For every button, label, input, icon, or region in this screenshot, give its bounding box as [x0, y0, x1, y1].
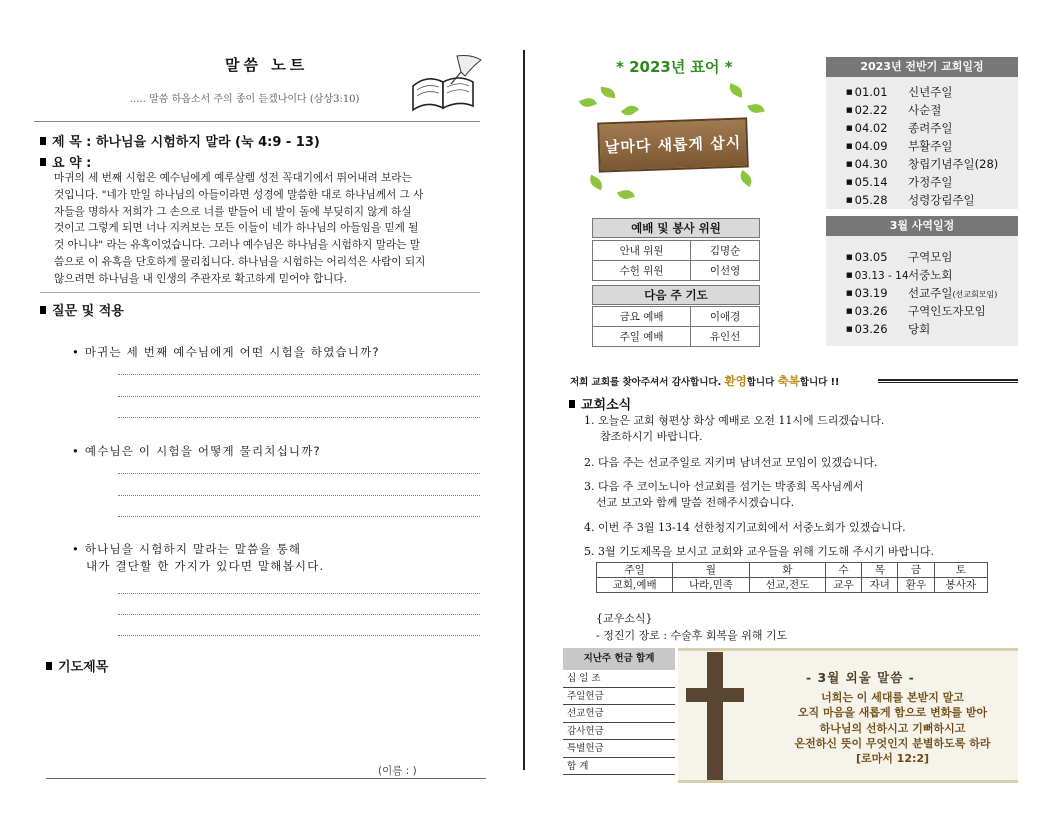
- answer-line[interactable]: [118, 473, 480, 474]
- summary-divider: [40, 292, 480, 293]
- motto-sign: [578, 78, 778, 208]
- welcome-mid: 합니다: [746, 377, 775, 388]
- church-schedule-box: [826, 57, 1018, 209]
- leaf-icon: [737, 170, 755, 187]
- offering-row: 합 계: [563, 758, 675, 776]
- schedule-date: ■ 04.02: [846, 119, 908, 137]
- role-cell: 주일 예배: [593, 327, 691, 347]
- summary-line: 자들을 명하사 저희가 그 손으로 너를 받들어 네 발이 돌에 부딪히지 않게 하실: [54, 205, 412, 218]
- worship-committee-heading: 예배 및 봉사 위원: [592, 218, 760, 238]
- leaf-icon: [599, 87, 616, 99]
- topic-cell: 선교,전도: [749, 578, 825, 593]
- day-cell: 주일: [597, 563, 673, 578]
- march-ministry-box: [826, 216, 1018, 346]
- answer-line[interactable]: [118, 635, 480, 636]
- prayer-label: 기도제목: [58, 660, 109, 675]
- list-item: 2. 다음 주는 선교주일로 지키며 남녀선교 모임이 있겠습니다.: [584, 456, 878, 469]
- day-cell: 월: [673, 563, 749, 578]
- next-prayer-table: [592, 306, 760, 347]
- list-item: [846, 284, 1018, 302]
- schedule-date: ■ 03.13 - 14: [846, 266, 908, 285]
- offering-row: 선교헌금: [563, 705, 675, 723]
- list-item: [846, 137, 1018, 155]
- leaf-icon: [579, 96, 597, 110]
- answer-line[interactable]: [118, 417, 480, 418]
- list-item: 1. 오늘은 교회 형편상 화상 예배로 오전 11시에 드리겠습니다.: [584, 414, 885, 427]
- summary-line: 것입니다. "네가 만일 하나님의 아들이라면 성경에 말씀한 대로 하나님께서 그 사: [54, 188, 424, 201]
- page-divider: [523, 50, 525, 770]
- schedule-event: 선교주일: [908, 286, 953, 300]
- list-item: 참조하시기 바랍니다.: [600, 430, 703, 443]
- day-cell: 토: [934, 563, 987, 578]
- schedule-date: ■ 03.19: [846, 284, 908, 302]
- list-item: 4. 이번 주 3월 13-14 선한청지기교회에서 서중노회가 있겠습니다.: [584, 521, 906, 534]
- answer-line[interactable]: [118, 495, 480, 496]
- verse-line: 너희는 이 세대를 본받지 말고: [821, 691, 964, 704]
- memory-verse-body: [760, 690, 1025, 766]
- member-news-text: - 정진기 장로 : 수술후 회복을 위해 기도: [596, 629, 788, 642]
- worship-committee-table: [592, 240, 760, 281]
- schedule-date: ■ 03.26: [846, 320, 908, 338]
- march-ministry-title: 3월 사역일정: [826, 216, 1018, 236]
- list-item: [846, 302, 1018, 320]
- list-item: [846, 155, 1018, 173]
- motto-text: 날마다 새롭게 삽시다: [597, 117, 749, 172]
- verse-line: 하나님의 선하시고 기뻐하시고: [819, 721, 966, 735]
- page-title: 말씀 노트: [225, 56, 309, 74]
- question-1: • 마귀는 세 번째 예수님에게 어떤 시험을 하였습니까?: [72, 345, 380, 359]
- welcome-post: 합니다 !!: [799, 377, 840, 388]
- verse-reference: [로마서 12:2]: [855, 752, 930, 766]
- name-cell: 유인선: [691, 327, 760, 347]
- list-item: 3. 다음 주 코이노니아 선교회를 섬기는 박종희 목사님께서: [584, 480, 864, 493]
- answer-line[interactable]: [118, 516, 480, 517]
- summary-line: 않으려면 하나님을 내 인생의 주관자로 확고하게 믿어야 합니다.: [54, 272, 348, 285]
- leaf-icon: [587, 175, 605, 191]
- answer-line[interactable]: [118, 374, 480, 375]
- schedule-event: 가정주일: [908, 175, 953, 189]
- schedule-date: ■ 04.30: [846, 155, 908, 173]
- summary-line: 씀으로 이 유혹을 단호하게 물리칩니다. 하나님을 시험하는 어리석은 사람이 되지: [54, 255, 426, 268]
- cross-icon: [707, 652, 723, 780]
- summary-line: 것이고 그렇게 되면 너나 지켜보는 모든 이들이 네가 하나님의 아들임을 믿게 될: [54, 222, 419, 235]
- role-cell: 금요 예배: [593, 307, 691, 327]
- schedule-date: ■ 02.22: [846, 101, 908, 119]
- name-cell: 김명순: [691, 241, 760, 261]
- list-item: [846, 266, 1018, 284]
- church-schedule-list: [826, 77, 1018, 209]
- offering-row: 감사헌금: [563, 723, 675, 741]
- answer-line[interactable]: [118, 593, 480, 594]
- offering-row: 주일헌금: [563, 688, 675, 706]
- day-cell: 화: [749, 563, 825, 578]
- list-item: [846, 101, 1018, 119]
- sermon-topic-text: 제 목 : 하나님을 시험하지 말라 (눅 4:9 - 13): [52, 135, 320, 150]
- question-3-line1: • 하나님을 시험하지 말라는 말씀을 통해: [72, 542, 302, 556]
- sermon-topic: [40, 131, 320, 150]
- schedule-event: 구역모임: [908, 250, 953, 264]
- table-row: [593, 261, 760, 281]
- schedule-event: 성령강림주일: [908, 193, 975, 207]
- question-2: • 예수님은 이 시험을 어떻게 물리치십니까?: [72, 444, 321, 458]
- march-ministry-list: [826, 236, 1018, 338]
- offering-title: 지난주 헌금 합계: [563, 648, 675, 670]
- schedule-date: ■ 03.05: [846, 248, 908, 266]
- welcome-message: [570, 373, 839, 389]
- list-item: [846, 119, 1018, 137]
- summary-line: 마귀의 세 번째 시험은 예수님에게 예루살렘 성전 꼭대기에서 뛰어내려 보라는: [54, 172, 412, 184]
- member-news-label: {교우소식}: [596, 612, 653, 625]
- leaf-icon: [617, 188, 635, 201]
- topic-cell: 봉사자: [934, 578, 987, 593]
- blessing-word: 축복: [777, 374, 800, 388]
- open-book-icon: [405, 52, 485, 112]
- list-item: [846, 191, 1018, 209]
- table-row: [597, 578, 988, 593]
- church-news-heading: [569, 394, 631, 413]
- schedule-date: ■ 04.09: [846, 137, 908, 155]
- welcome-word: 환영: [724, 374, 747, 388]
- offering-summary: [563, 648, 675, 783]
- next-prayer-heading: 다음 주 기도: [592, 285, 760, 305]
- summary-label: 요 약 :: [52, 156, 92, 171]
- topic-cell: 나라,민족: [673, 578, 749, 593]
- list-item: 선교 보고와 함께 말씀 전해주시겠습니다.: [596, 496, 795, 509]
- schedule-event: 부활주일: [908, 139, 953, 153]
- topic-cell: 교회,예배: [597, 578, 673, 593]
- topic-cell: 교우: [825, 578, 861, 593]
- day-cell: 목: [862, 563, 898, 578]
- schedule-event: 신년주일: [908, 85, 953, 99]
- summary-heading: [40, 152, 91, 171]
- answer-line[interactable]: [118, 614, 480, 615]
- summary-text: [54, 170, 480, 288]
- leaf-icon: [621, 102, 639, 119]
- topic-cell: 자녀: [862, 578, 898, 593]
- schedule-event: 구역인도자모임: [908, 304, 986, 318]
- welcome-pre: 저희 교회를 찾아주셔서 감사합니다.: [570, 377, 722, 388]
- church-news-label: 교회소식: [581, 398, 632, 413]
- verse-line: 온전하신 뜻이 무엇인지 분별하도록 하라: [794, 736, 991, 750]
- schedule-event: 종려주일: [908, 121, 953, 135]
- list-item: 5. 3월 기도제목을 보시고 교회와 교우들을 위해 기도해 주시기 바랍니다.: [584, 545, 934, 558]
- table-row: [593, 327, 760, 347]
- role-cell: 수헌 위원: [593, 261, 691, 281]
- list-item: [846, 320, 1018, 338]
- schedule-date: ■ 01.01: [846, 83, 908, 101]
- schedule-event: 사순절: [908, 103, 942, 117]
- header-verse: ..... 말씀 하옵소서 주의 종이 듣겠나이다 (삼상3:10): [130, 94, 360, 105]
- prayer-calendar-table: [596, 562, 988, 593]
- schedule-date: ■ 03.26: [846, 302, 908, 320]
- leaf-icon: [727, 83, 745, 98]
- day-cell: 금: [898, 563, 934, 578]
- church-schedule-title: 2023년 전반기 교회일정: [826, 57, 1018, 77]
- offering-row: 십 일 조: [563, 670, 675, 688]
- schedule-event: 창립기념주일(28): [908, 157, 999, 171]
- day-cell: 수: [825, 563, 861, 578]
- schedule-date: ■ 05.28: [846, 191, 908, 209]
- question-3: [72, 541, 324, 575]
- schedule-date: ■ 05.14: [846, 173, 908, 191]
- list-item: [846, 248, 1018, 266]
- schedule-event: 서중노회: [908, 268, 953, 282]
- question-3-line2: 내가 결단할 한 가지가 있다면 말해봅시다.: [86, 559, 325, 573]
- name-cell: 이애경: [691, 307, 760, 327]
- header-rule: [34, 121, 480, 122]
- welcome-rule: [878, 379, 1018, 383]
- year-motto-title: * 2023년 표어 *: [616, 58, 733, 76]
- role-cell: 안내 위원: [593, 241, 691, 261]
- table-row: [593, 241, 760, 261]
- cross-icon-bar: [686, 688, 744, 702]
- schedule-event: 당회: [908, 322, 931, 336]
- leaf-icon: [747, 103, 764, 115]
- name-field[interactable]: (이름 : ): [378, 765, 417, 777]
- prayer-heading: [46, 656, 108, 675]
- footer-rule: [46, 778, 486, 779]
- verse-line: 오직 마음을 새롭게 함으로 변화를 받아: [797, 706, 988, 720]
- memory-verse-title: - 3월 외울 말씀 -: [806, 670, 915, 685]
- summary-line: 것 아니냐" 라는 유혹이었습니다. 그러나 예수님은 하나님을 시험하지 말라는 말: [54, 239, 421, 252]
- schedule-note: (선교회모임): [952, 290, 998, 299]
- qa-label: 질문 및 적용: [52, 304, 124, 319]
- offering-row: 특별헌금: [563, 740, 675, 758]
- answer-line[interactable]: [118, 396, 480, 397]
- list-item: [846, 83, 1018, 101]
- qa-heading: [40, 300, 124, 319]
- table-row: [593, 307, 760, 327]
- name-cell: 이선영: [691, 261, 760, 281]
- list-item: [846, 173, 1018, 191]
- topic-cell: 환우: [898, 578, 934, 593]
- table-row: [597, 563, 988, 578]
